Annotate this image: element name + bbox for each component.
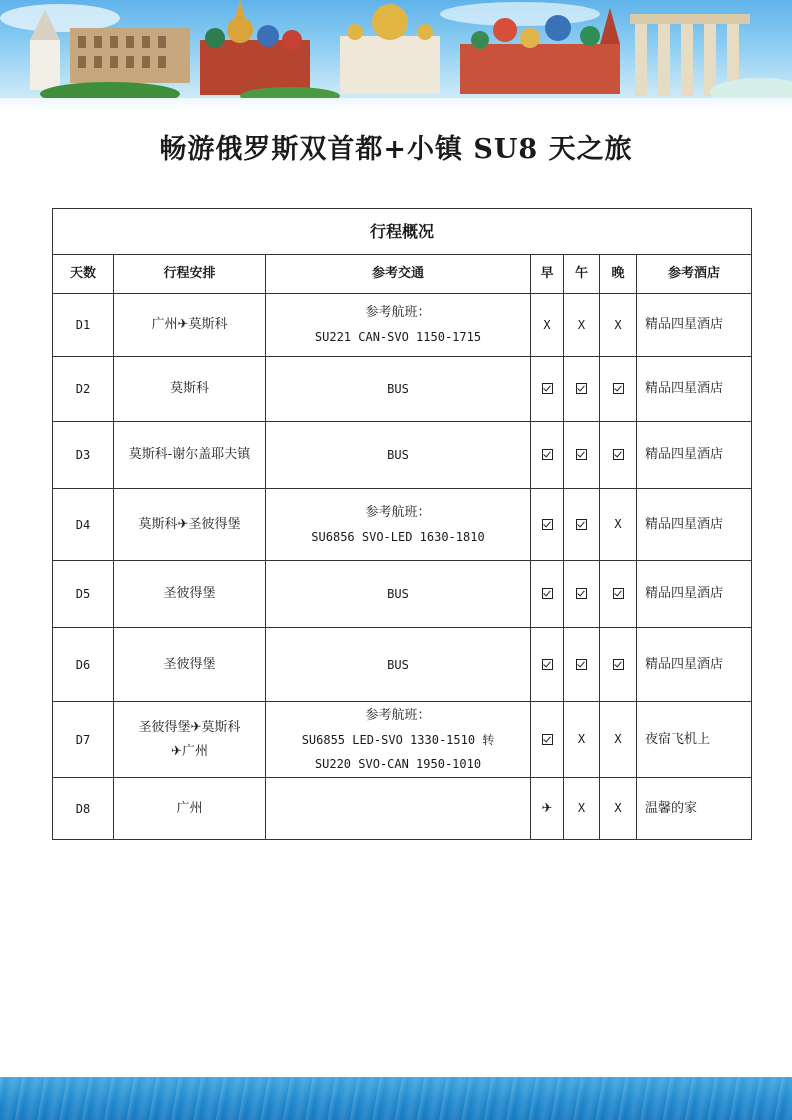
dinner-cell xyxy=(600,422,637,489)
route-line: 莫斯科-谢尔盖耶夫镇 xyxy=(128,447,251,462)
lunch-cell xyxy=(564,422,600,489)
day-cell: D8 xyxy=(53,778,114,840)
transport-cell xyxy=(266,628,531,702)
breakfast-cell xyxy=(531,294,564,357)
header-day: 天数 xyxy=(53,255,114,294)
route-line: 广州✈莫斯科 xyxy=(151,317,228,332)
transport-cell xyxy=(266,422,531,489)
transport-line: SU6856 SVO-LED 1630-1810 xyxy=(311,529,485,544)
dinner-cell xyxy=(600,702,637,778)
route-line: 广州 xyxy=(176,800,203,816)
route-line: 圣彼得堡✈莫斯科 xyxy=(138,719,241,735)
route-line: ✈广州 xyxy=(171,743,208,759)
table-row xyxy=(53,702,752,778)
route-cell xyxy=(114,357,266,422)
lunch-cell xyxy=(564,702,600,778)
header-transport: 参考交通 xyxy=(266,255,531,294)
meal-not-included: X xyxy=(577,732,586,746)
checkbox-checked-icon xyxy=(542,588,553,599)
lunch-cell xyxy=(564,294,600,357)
hotel-cell: 精品四星酒店 xyxy=(637,357,752,422)
route-line: 莫斯科✈圣彼得堡 xyxy=(138,516,241,532)
checkbox-checked-icon xyxy=(576,449,587,460)
hotel-cell: 夜宿飞机上 xyxy=(637,702,752,778)
lunch-cell xyxy=(564,561,600,628)
day-cell: D7 xyxy=(53,702,114,778)
hotel-cell: 温馨的家 xyxy=(637,778,752,840)
transport-line: SU221 CAN-SVO 1150-1715 xyxy=(314,330,482,344)
meal-not-included: X xyxy=(577,801,586,815)
header-hotel: 参考酒店 xyxy=(637,255,752,294)
lunch-cell xyxy=(564,778,600,840)
route-cell xyxy=(114,294,266,357)
dinner-cell xyxy=(600,778,637,840)
hotel-cell: 精品四星酒店 xyxy=(637,294,752,357)
checkbox-checked-icon xyxy=(576,383,587,394)
breakfast-cell xyxy=(531,561,564,628)
checkbox-checked-icon xyxy=(542,734,553,745)
header-route: 行程安排 xyxy=(114,255,266,294)
meal-not-included: X xyxy=(543,317,551,332)
checkbox-checked-icon xyxy=(542,659,553,670)
dinner-cell xyxy=(600,489,637,561)
dinner-cell xyxy=(600,561,637,628)
checkbox-checked-icon xyxy=(542,383,553,394)
meal-not-included: X xyxy=(614,732,622,746)
itinerary-table xyxy=(52,208,752,840)
table-header-row xyxy=(53,255,752,294)
transport-line: BUS xyxy=(387,448,409,462)
route-line: 圣彼得堡 xyxy=(163,586,216,601)
breakfast-cell xyxy=(531,357,564,422)
table-row xyxy=(53,489,752,561)
meal-not-included: X xyxy=(614,317,622,332)
table-row xyxy=(53,294,752,357)
checkbox-checked-icon xyxy=(613,588,624,599)
transport-cell xyxy=(266,294,531,357)
meal-not-included: X xyxy=(614,517,622,531)
transport-cell xyxy=(266,702,531,778)
dinner-cell xyxy=(600,294,637,357)
table-row xyxy=(53,357,752,422)
day-cell: D4 xyxy=(53,489,114,561)
transport-line: SU220 SVO-CAN 1950-1010 xyxy=(314,756,482,771)
checkbox-checked-icon xyxy=(613,659,624,670)
banner-fade xyxy=(0,98,792,110)
day-cell: D6 xyxy=(53,628,114,702)
route-cell xyxy=(114,702,266,778)
page-title: 畅游俄罗斯双首都+小镇 SU8 天之旅 xyxy=(159,134,633,165)
airplane-icon: ✈ xyxy=(541,800,553,816)
day-cell: D3 xyxy=(53,422,114,489)
lunch-cell xyxy=(564,357,600,422)
checkbox-checked-icon xyxy=(576,519,587,530)
lunch-cell xyxy=(564,489,600,561)
transport-line: BUS xyxy=(387,657,409,672)
breakfast-cell xyxy=(531,489,564,561)
transport-line: BUS xyxy=(387,382,409,396)
header-breakfast: 早 xyxy=(531,255,564,294)
transport-cell xyxy=(266,489,531,561)
lunch-cell xyxy=(564,628,600,702)
meal-not-included: X xyxy=(577,317,586,332)
checkbox-checked-icon xyxy=(576,659,587,670)
header-dinner: 晚 xyxy=(600,255,637,294)
transport-cell xyxy=(266,561,531,628)
table-row xyxy=(53,778,752,840)
table-row xyxy=(53,422,752,489)
checkbox-checked-icon xyxy=(576,588,587,599)
transport-line: 参考航班： xyxy=(365,305,431,320)
day-cell: D1 xyxy=(53,294,114,357)
table-row xyxy=(53,561,752,628)
transport-line: 参考航班： xyxy=(365,504,431,520)
checkbox-checked-icon xyxy=(613,383,624,394)
table-caption: 行程概况 xyxy=(53,209,752,255)
route-cell xyxy=(114,561,266,628)
transport-line: SU6855 LED-SVO 1330-1510 转 xyxy=(301,732,495,747)
route-line: 莫斯科 xyxy=(169,381,209,396)
checkbox-checked-icon xyxy=(542,519,553,530)
hotel-cell: 精品四星酒店 xyxy=(637,489,752,561)
footer-water xyxy=(0,1077,792,1120)
meal-not-included: X xyxy=(614,801,622,815)
transport-line: BUS xyxy=(387,587,409,601)
day-cell: D5 xyxy=(53,561,114,628)
route-cell xyxy=(114,489,266,561)
table-row xyxy=(53,628,752,702)
hotel-cell: 精品四星酒店 xyxy=(637,561,752,628)
route-cell xyxy=(114,628,266,702)
dinner-cell xyxy=(600,357,637,422)
breakfast-cell xyxy=(531,422,564,489)
transport-cell xyxy=(266,357,531,422)
header-banner xyxy=(0,0,792,98)
checkbox-checked-icon xyxy=(542,449,553,460)
dinner-cell xyxy=(600,628,637,702)
landmarks-illustration xyxy=(0,0,792,98)
checkbox-checked-icon xyxy=(613,449,624,460)
breakfast-cell xyxy=(531,778,564,840)
hotel-cell: 精品四星酒店 xyxy=(637,422,752,489)
transport-cell xyxy=(266,778,531,840)
breakfast-cell xyxy=(531,702,564,778)
day-cell: D2 xyxy=(53,357,114,422)
breakfast-cell xyxy=(531,628,564,702)
route-cell xyxy=(114,778,266,840)
hotel-cell: 精品四星酒店 xyxy=(637,628,752,702)
transport-line: 参考航班： xyxy=(365,707,431,723)
route-line: 圣彼得堡 xyxy=(163,656,216,672)
route-cell xyxy=(114,422,266,489)
header-lunch: 午 xyxy=(564,255,600,294)
